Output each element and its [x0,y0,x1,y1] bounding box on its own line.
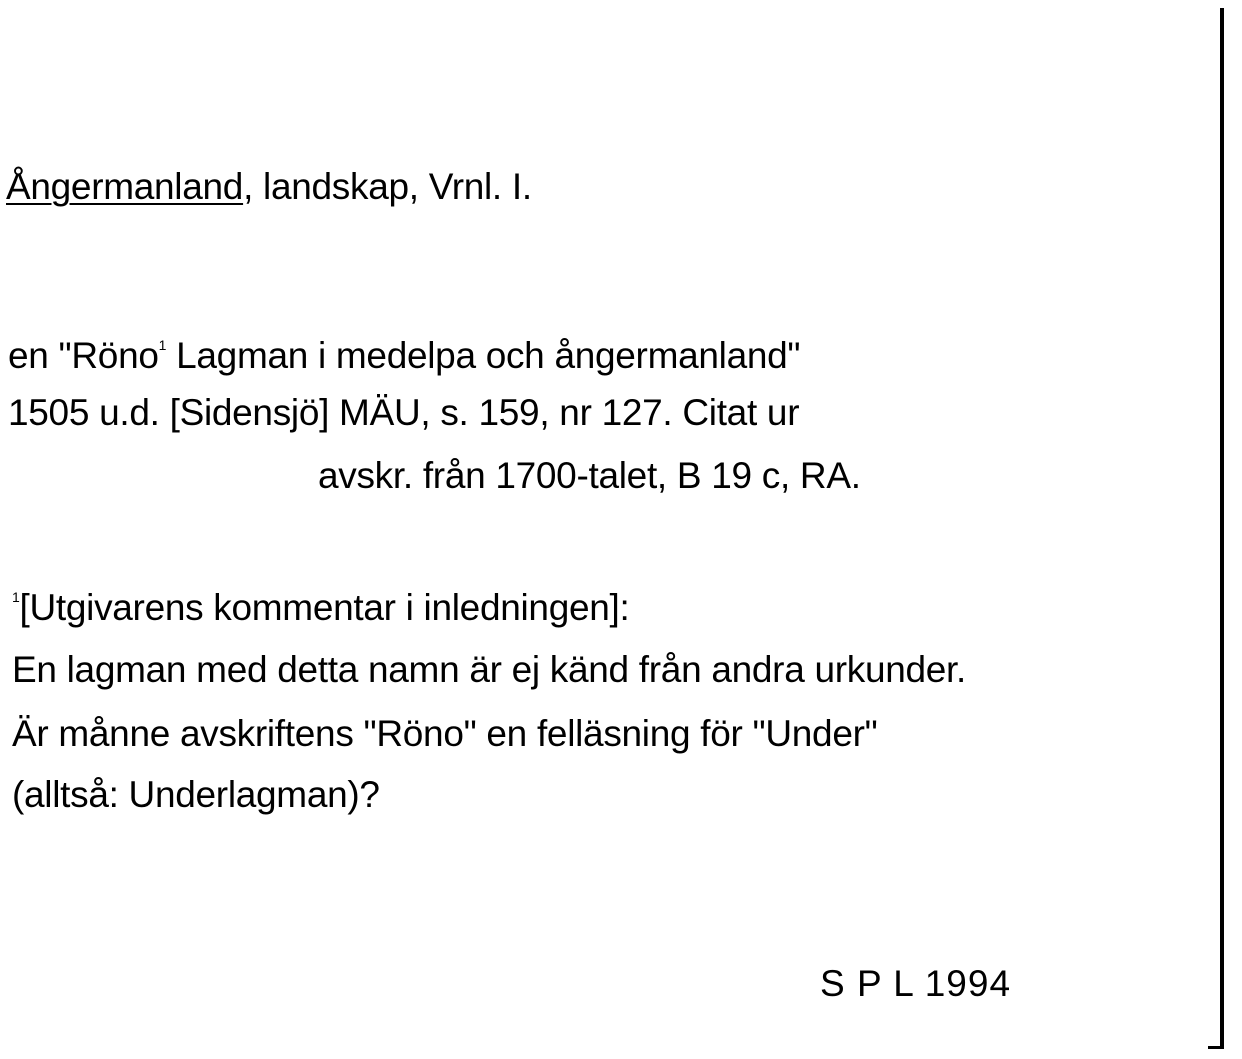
source-citation-line: 1505 u.d. [Sidensjö] MÄU, s. 159, nr 127. Citat ur [8,392,800,433]
source-copy-line: avskr. från 1700-talet, B 19 c, RA. [318,455,861,496]
headword: Ångermanland [6,166,244,207]
footnote-line-3: (alltså: Underlagman)? [12,774,380,815]
footnote-heading-text: [Utgivarens kommentar i inledningen]: [19,587,630,628]
footnote-heading [12,586,630,630]
card-edge-foot [1208,1046,1224,1049]
headword-description: , landskap, Vrnl. I. [243,166,532,207]
footnote-marker: 1 [12,589,20,605]
footnote-line-1: En lagman med detta namn är ej känd från andra urkunder. [12,649,967,690]
footnote-reference: 1 [158,337,167,353]
signature: S P L 1994 [820,963,1012,1004]
quote-line-1-end: Lagman i medelpa och ångermanland" [166,335,801,376]
quote-line-1-start: en "Röno [8,335,159,376]
quote-line-1 [8,334,800,378]
entry-heading [6,165,532,209]
footnote-line-2: Är månne avskriftens "Röno" en felläsning för "Under" [12,713,878,754]
card-edge-line [1220,8,1224,1046]
